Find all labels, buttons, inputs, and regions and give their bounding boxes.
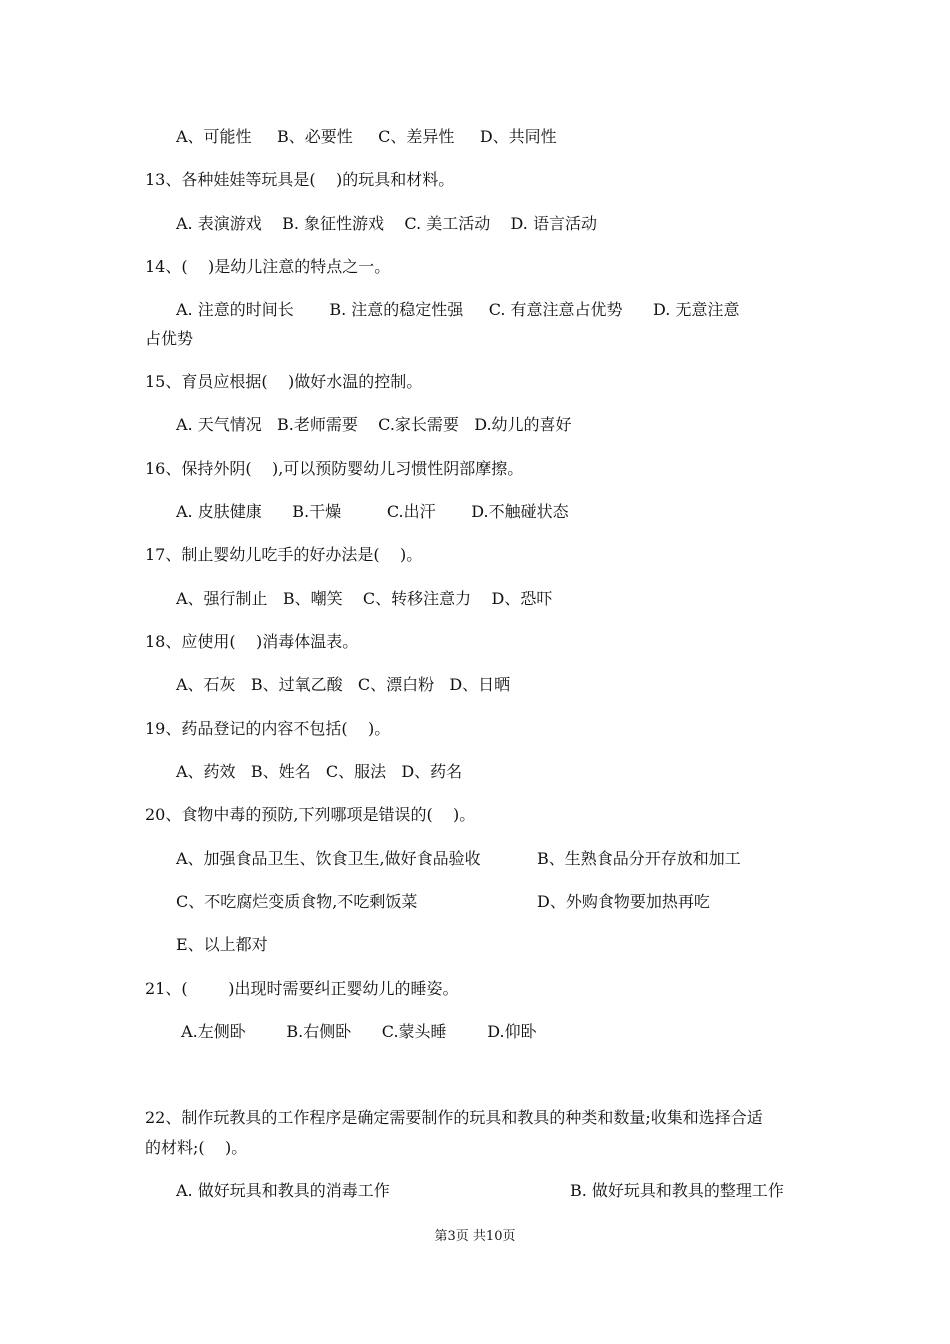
q20-option-b: B、生熟食品分开存放和加工 bbox=[537, 849, 741, 868]
q20-option-c: C、不吃腐烂变质食物,不吃剩饭菜 bbox=[176, 892, 418, 911]
q20-question: 20、食物中毒的预防,下列哪项是错误的( )。 bbox=[145, 805, 476, 824]
page-footer: 第3页 共10页 bbox=[434, 1229, 516, 1244]
q14-options: A. 注意的时间长 B. 注意的稳定性强 C. 有意注意占优势 D. 无意注意 bbox=[176, 300, 740, 319]
q22-question: 22、制作玩教具的工作程序是确定需要制作的玩具和教具的种类和数量;收集和选择合适 bbox=[145, 1108, 763, 1127]
q16-options: A. 皮肤健康 B.干燥 C.出汗 D.不触碰状态 bbox=[176, 502, 569, 521]
q19-options: A、药效 B、姓名 C、服法 D、药名 bbox=[176, 762, 463, 781]
q16-question: 16、保持外阴( ),可以预防婴幼儿习惯性阴部摩擦。 bbox=[145, 459, 524, 478]
q22-option-a: A. 做好玩具和教具的消毒工作 bbox=[176, 1181, 390, 1200]
q19-question: 19、药品登记的内容不包括( )。 bbox=[145, 719, 391, 738]
q14-options-wrap: 占优势 bbox=[145, 329, 194, 348]
q21-question: 21、( )出现时需要纠正婴幼儿的睡姿。 bbox=[145, 979, 459, 998]
q22-option-b: B. 做好玩具和教具的整理工作 bbox=[570, 1181, 784, 1200]
q15-options: A. 天气情况 B.老师需要 C.家长需要 D.幼儿的喜好 bbox=[176, 415, 572, 434]
q17-question: 17、制止婴幼儿吃手的好办法是( )。 bbox=[145, 545, 423, 564]
q13-options: A. 表演游戏 B. 象征性游戏 C. 美工活动 D. 语言活动 bbox=[176, 214, 597, 233]
q21-options: A.左侧卧 B.右侧卧 C.蒙头睡 D.仰卧 bbox=[176, 1022, 537, 1041]
q20-option-e: E、以上都对 bbox=[176, 935, 268, 954]
q20-option-d: D、外购食物要加热再吃 bbox=[537, 892, 710, 911]
q17-options: A、强行制止 B、嘲笑 C、转移注意力 D、恐吓 bbox=[176, 589, 553, 608]
q22-question-wrap: 的材料;( )。 bbox=[145, 1138, 248, 1157]
q12-options: A、可能性 B、必要性 C、差异性 D、共同性 bbox=[176, 127, 557, 146]
q20-option-a: A、加强食品卫生、饮食卫生,做好食品验收 bbox=[176, 849, 481, 868]
q13-question: 13、各种娃娃等玩具是( )的玩具和材料。 bbox=[145, 170, 455, 189]
q18-options: A、石灰 B、过氧乙酸 C、漂白粉 D、日晒 bbox=[176, 675, 511, 694]
q14-question: 14、( )是幼儿注意的特点之一。 bbox=[145, 257, 391, 276]
q18-question: 18、应使用( )消毒体温表。 bbox=[145, 632, 359, 651]
q15-question: 15、育员应根据( )做好水温的控制。 bbox=[145, 372, 423, 391]
